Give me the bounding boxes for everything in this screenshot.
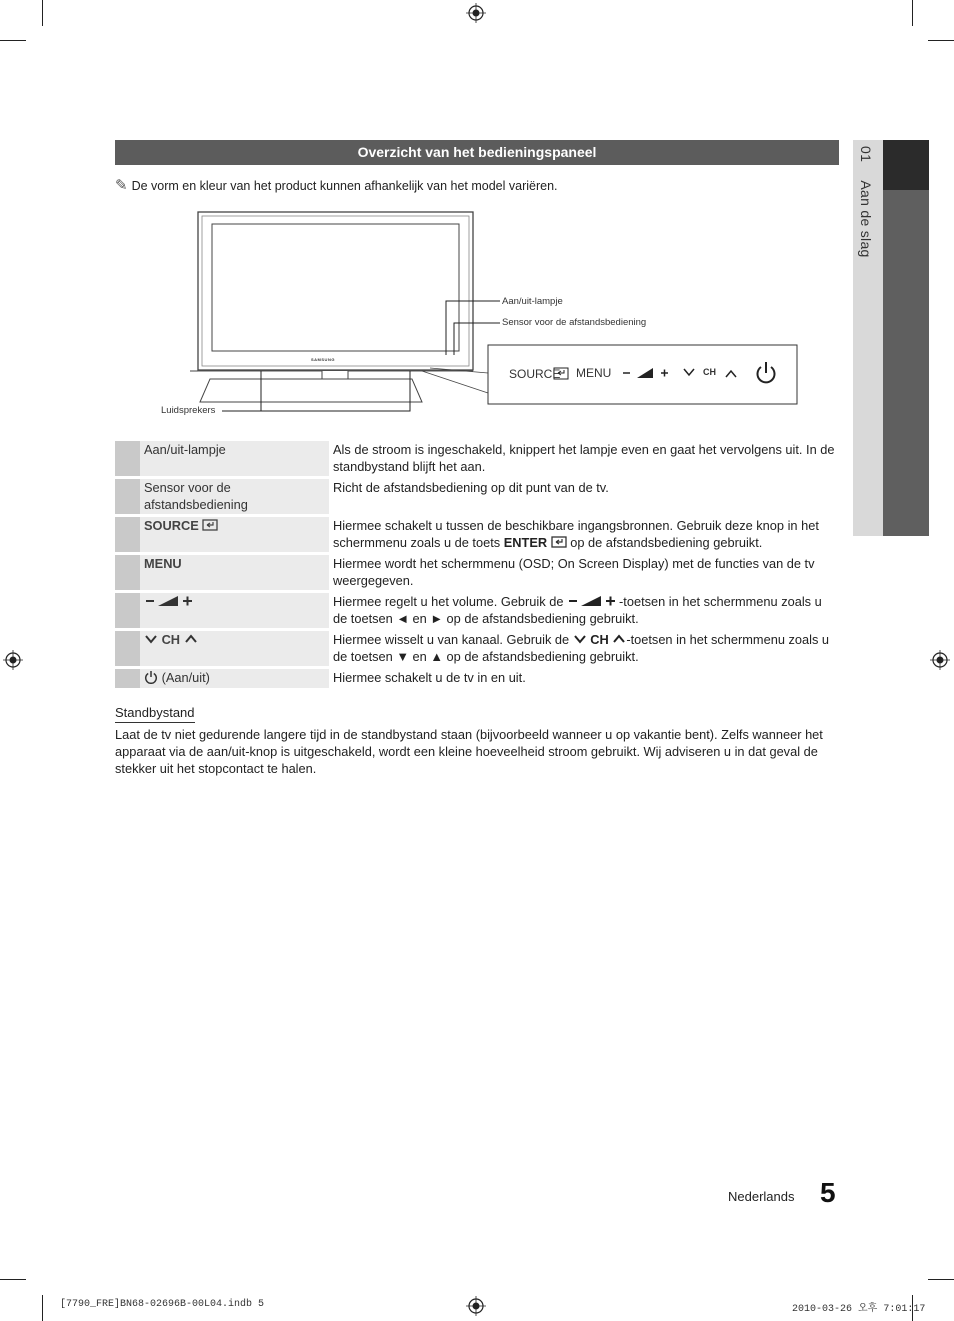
brand-logo: SAMSUNG bbox=[311, 357, 335, 362]
channel-up-icon bbox=[612, 633, 626, 645]
table-row bbox=[115, 631, 839, 666]
row-label bbox=[140, 593, 329, 628]
table-row bbox=[115, 593, 839, 628]
channel-down-icon bbox=[144, 633, 158, 645]
row-label: CH bbox=[140, 631, 329, 666]
row-description: Hiermee wordt het schermmenu (OSD; On Screen Display) met de functies van de tv weergegeven. bbox=[333, 556, 815, 588]
panel-menu-label: MENU bbox=[576, 366, 612, 380]
tv-diagram bbox=[150, 205, 810, 420]
callout-remote-sensor: Sensor voor de afstandsbediening bbox=[502, 317, 647, 328]
tv-screen bbox=[212, 224, 459, 351]
power-icon bbox=[144, 670, 158, 684]
row-description: Hiermee schakelt u de tv in en uit. bbox=[333, 670, 526, 685]
source-icon bbox=[202, 519, 218, 531]
channel-up-icon bbox=[184, 633, 198, 645]
table-row bbox=[115, 441, 839, 476]
crop-mark bbox=[0, 40, 26, 41]
note-text: De vorm en kleur van het product kunnen afhankelijk van het model variëren. bbox=[131, 179, 558, 193]
callout-power-light: Aan/uit-lampje bbox=[502, 296, 563, 307]
row-description: Richt de afstandsbediening op dit punt van de tv. bbox=[333, 480, 609, 495]
page-number: 5 bbox=[820, 1177, 836, 1208]
registration-mark-icon bbox=[3, 650, 23, 670]
row-label: Aan/uit-lampje bbox=[140, 441, 329, 476]
chapter-tab-label bbox=[858, 146, 874, 258]
print-slug-timestamp: 2010-03-26 오후 7:01:17 bbox=[792, 1304, 926, 1315]
standby-text: Laat de tv niet gedurende langere tijd in de standbystand staan (bijvoorbeeld wanneer u op vakantie bent). Zelfs wanneer het apparaat via de aan/uit-knop is uitgeschakeld, wordt een kleine hoeveelheid stroom gebruikt. Wij adviseren u in dat geval de stekker uit het stopcontact te halen. bbox=[115, 727, 823, 776]
section-heading: Overzicht van het bedieningspaneel bbox=[115, 140, 839, 165]
crop-mark bbox=[928, 40, 954, 41]
channel-down-icon bbox=[573, 633, 587, 645]
row-description: Hiermee regelt u het volume. Gebruik de -toetsen in het schermmenu zoals u de toetsen ◄ en ► op de afstandsbediening gebruikt. bbox=[333, 594, 822, 626]
pencil-note-icon: ✎ bbox=[115, 177, 128, 194]
row-label bbox=[140, 517, 329, 552]
callout-speakers: Luidsprekers bbox=[161, 405, 216, 416]
enter-icon bbox=[551, 536, 567, 548]
row-label: (Aan/uit) bbox=[140, 669, 329, 688]
chapter-tab-strip bbox=[883, 190, 929, 536]
crop-mark bbox=[42, 1295, 43, 1321]
registration-mark-icon bbox=[466, 1296, 486, 1316]
control-description-table bbox=[115, 441, 839, 691]
panel-ch-label: CH bbox=[703, 367, 716, 377]
table-row bbox=[115, 479, 839, 514]
volume-controls-icon bbox=[144, 594, 196, 608]
chapter-tab-marker bbox=[883, 140, 929, 190]
panel-source-label: SOURCE bbox=[509, 367, 561, 381]
row-label: Sensor voor de afstandsbediening bbox=[140, 479, 329, 514]
row-label: MENU bbox=[140, 555, 329, 590]
crop-mark bbox=[928, 1279, 954, 1280]
crop-mark bbox=[42, 0, 43, 26]
footer-language: Nederlands bbox=[728, 1189, 795, 1204]
table-row bbox=[115, 555, 839, 590]
row-description: Hiermee schakelt u tussen de beschikbare ingangsbronnen. Gebruik deze knop in het schermmenu zoals u de toets ENTER op de afstandsbediening gebruikt. bbox=[333, 518, 819, 550]
registration-mark-icon bbox=[930, 650, 950, 670]
crop-mark bbox=[912, 0, 913, 26]
print-slug-file: [7790_FRE]BN68-02696B-00L04.indb 5 bbox=[60, 1299, 265, 1310]
volume-controls-icon bbox=[567, 594, 619, 608]
table-row bbox=[115, 517, 839, 552]
chapter-number: 01 bbox=[858, 146, 874, 163]
note bbox=[115, 176, 558, 194]
row-description: Als de stroom is ingeschakeld, knippert het lampje even en gaat het vervolgens uit. In de standbystand blijft het aan. bbox=[333, 442, 835, 474]
registration-mark-icon bbox=[466, 3, 486, 23]
table-row bbox=[115, 669, 839, 688]
crop-mark bbox=[0, 1279, 26, 1280]
source-label: SOURCE bbox=[144, 518, 199, 533]
standby-heading: Standbystand bbox=[115, 705, 195, 723]
chapter-title: Aan de slag bbox=[858, 180, 874, 258]
tv-stand-base bbox=[200, 379, 422, 402]
row-description: Hiermee wisselt u van kanaal. Gebruik de CH -toetsen in het schermmenu zoals u de toetsen ▼ en ▲ op de afstandsbediening gebruikt. bbox=[333, 632, 830, 664]
